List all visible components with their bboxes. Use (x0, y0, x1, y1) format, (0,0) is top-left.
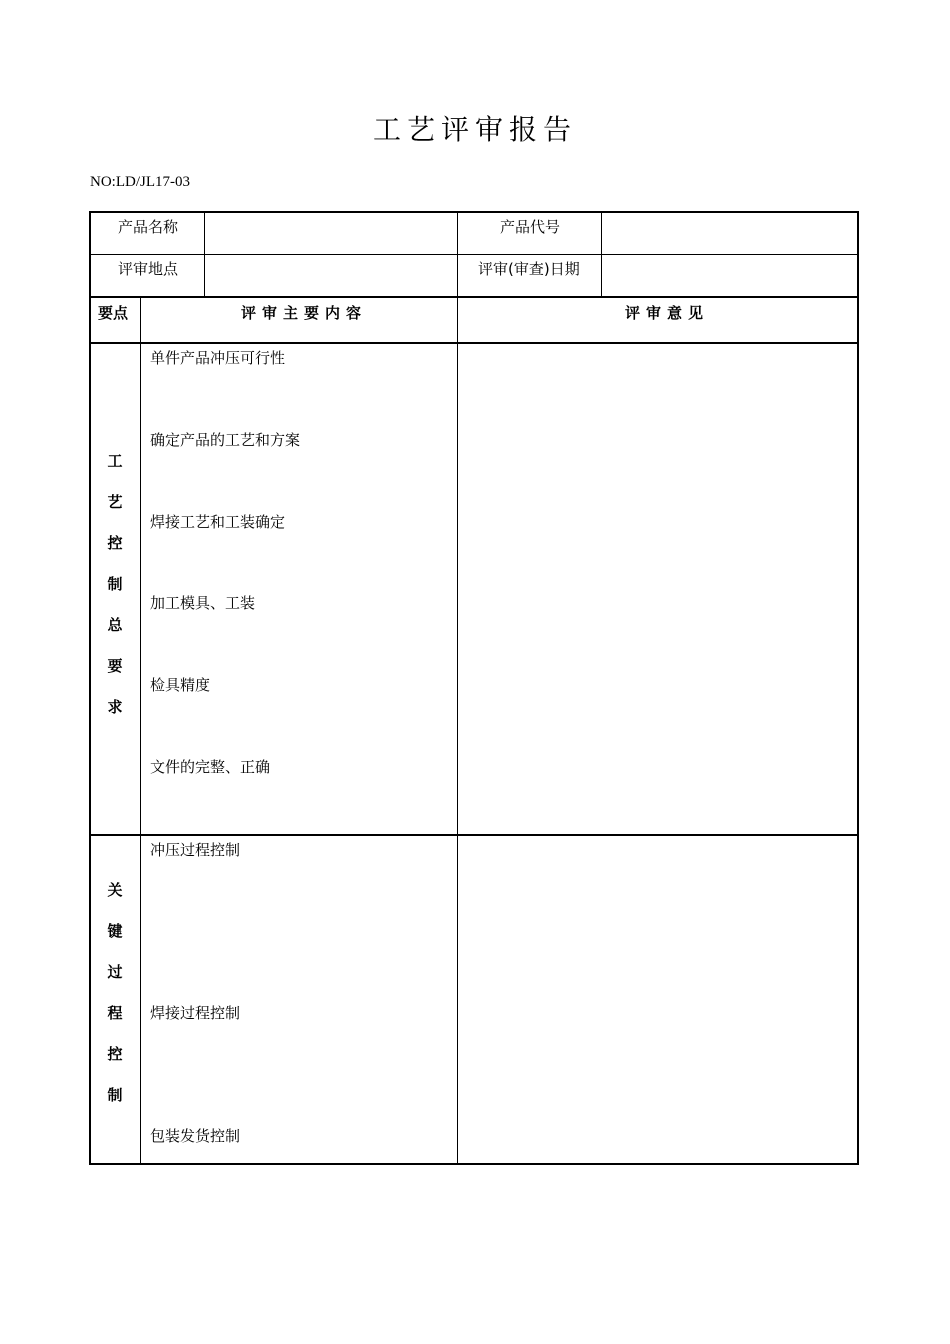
product-code-value[interactable] (603, 213, 856, 253)
review-date-value[interactable] (603, 256, 856, 296)
section-label-char: 制 (107, 1086, 123, 1104)
section-label-char: 要 (107, 657, 123, 675)
section-label-char: 键 (107, 922, 123, 940)
section-label-char: 过 (107, 963, 123, 981)
review-location-value[interactable] (206, 256, 456, 296)
column-opinion: 评审意见 (625, 304, 710, 322)
section-label-char: 工 (107, 452, 123, 470)
list-item: 确定产品的工艺和方案 (150, 431, 301, 449)
section-label-char: 关 (107, 881, 123, 899)
product-name-value[interactable] (206, 213, 456, 253)
section-label-char: 控 (107, 534, 123, 552)
list-item: 检具精度 (150, 676, 211, 694)
section-label-char: 总 (107, 616, 123, 634)
list-item: 包装发货控制 (150, 1127, 241, 1145)
list-item: 焊接工艺和工装确定 (150, 513, 286, 531)
section-label-char: 程 (107, 1004, 123, 1022)
review-form-table (89, 211, 859, 1165)
column-key-points: 要点 (98, 304, 129, 322)
section-label-char: 求 (107, 698, 123, 716)
product-code-label: 产品代号 (500, 218, 561, 236)
section-label-char: 控 (107, 1045, 123, 1063)
list-item: 单件产品冲压可行性 (150, 349, 286, 367)
list-item: 冲压过程控制 (150, 841, 241, 859)
list-item: 文件的完整、正确 (150, 758, 271, 776)
section-label-char: 制 (107, 575, 123, 593)
list-item: 加工模具、工装 (150, 594, 256, 612)
page-title: 工艺评审报告 (372, 113, 577, 146)
opinion-cell-key-process[interactable] (459, 836, 856, 1162)
document-number: NO:LD/JL17-03 (90, 174, 190, 190)
section-label-char: 艺 (107, 493, 123, 511)
review-date-label: 评审(审查)日期 (478, 260, 580, 278)
list-item: 焊接过程控制 (150, 1004, 241, 1022)
section-label-key-process (90, 881, 140, 1127)
column-main-content: 评审主要内容 (241, 304, 368, 322)
opinion-cell-process-control[interactable] (459, 344, 856, 833)
section-label-process-control (90, 452, 140, 739)
product-name-label: 产品名称 (118, 218, 179, 236)
review-location-label: 评审地点 (118, 260, 179, 278)
